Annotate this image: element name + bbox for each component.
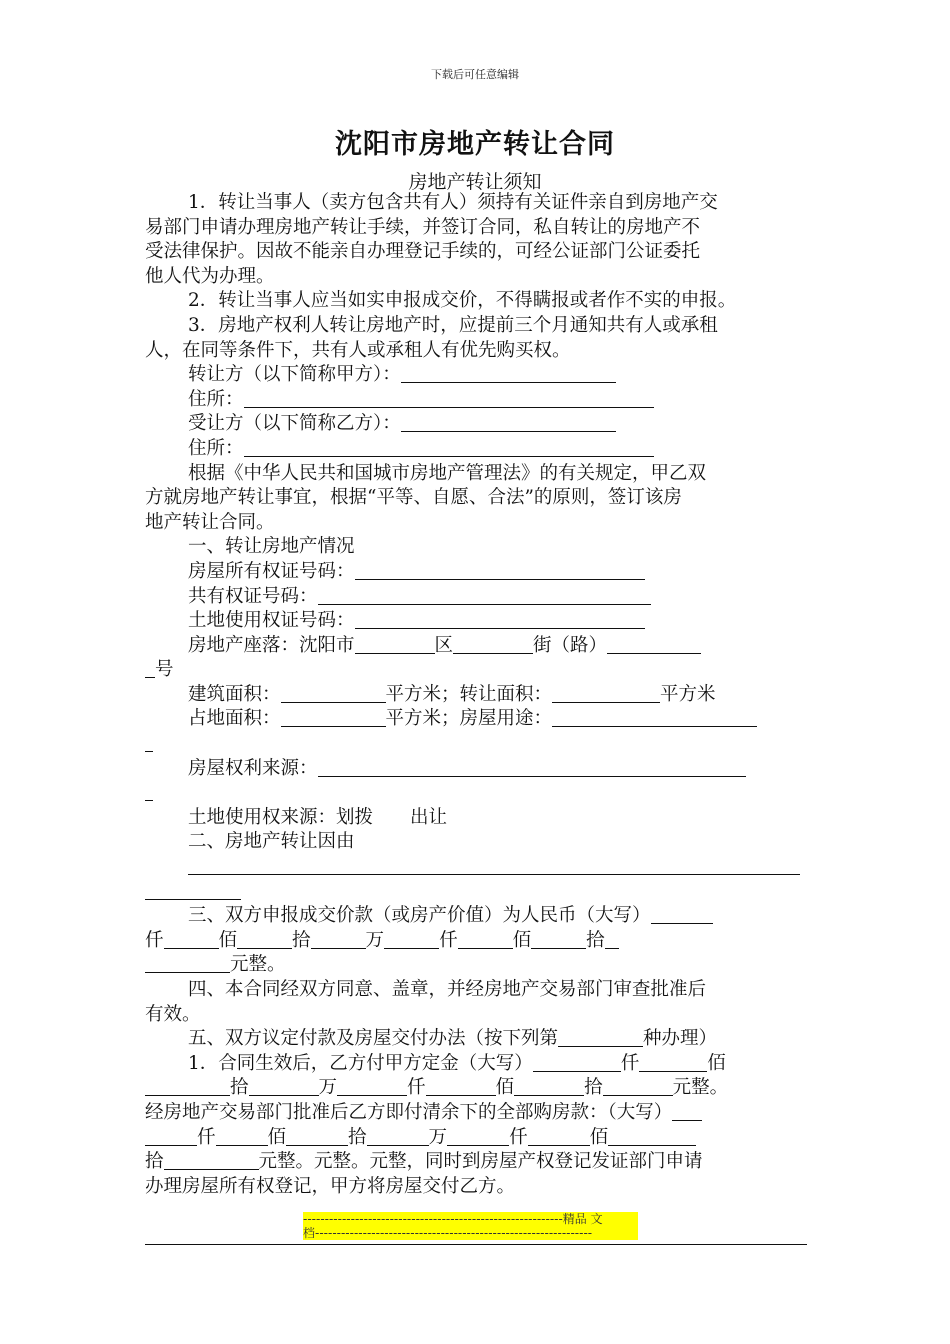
unit-qian: 仟 [145,929,164,951]
party-b-blank[interactable] [401,413,616,432]
section-1-title: 一、转让房地产情况 [188,536,355,558]
number-blank[interactable] [145,659,155,678]
yuan-end: 元整。 [672,1077,729,1099]
footer-line-1: ------------------------------------------------------------精品 文 [303,1212,603,1226]
deposit-blank-5[interactable] [337,1077,407,1096]
price-blank-9[interactable] [145,954,230,973]
price-blank-7[interactable] [531,930,586,949]
usage-label: 房屋用途： [459,708,553,730]
section-4-line-1: 四、本合同经双方同意、盖章，并经房地产交易部门审查批准后 [188,979,707,1000]
balance-blank-4[interactable] [286,1127,348,1146]
notice-1-line-1: 1．转让当事人（卖方包含共有人）须持有关证件亲自到房地产交 [188,192,718,213]
sqm-end-label: 平方米 [660,683,716,705]
party-b-row [145,412,825,437]
notice-3-line-2: 人，在同等条件下，共有人或承租人有优先购买权。 [145,339,571,361]
unit-shi: 拾 [584,1077,603,1099]
reason-blank-2[interactable] [145,881,241,900]
balance-blank-2[interactable] [145,1127,197,1146]
unit-shi: 拾 [348,1126,367,1148]
transfer-area-label: 转让面积： [459,683,553,705]
section-3-amount-row [145,929,825,954]
number-label: 号 [155,659,174,681]
party-a-row [145,363,825,388]
number-row [145,658,825,683]
unit-shi: 拾 [586,929,605,951]
basis-line-2: 方就房地产转让事宜，根据“平等、自愿、合法”的原则，签订该房 [145,487,682,509]
sqm-label: 平方米； [385,708,460,730]
joint-cert-blank[interactable] [318,586,651,605]
build-area-label: 建筑面积： [188,683,281,705]
unit-bai: 佰 [589,1126,609,1148]
doc-subtitle: 房地产转让须知 [408,171,542,193]
yuan-end: 元整。 [230,954,286,976]
balance-blank-8[interactable] [608,1127,696,1146]
price-blank-5[interactable] [384,930,439,949]
owner-cert-row [145,560,825,585]
build-area-blank[interactable] [281,684,386,703]
unit-wan: 万 [318,1077,338,1099]
party-a-address-blank[interactable] [244,389,654,408]
section-2-title: 二、房地产转让因由 [188,831,355,853]
section-3-lead: 三、双方申报成交价款（或房产价值）为人民币（大写） [188,905,651,927]
district-blank[interactable] [355,635,435,654]
unit-qian: 仟 [620,1052,640,1074]
district-label: 区 [434,634,454,656]
usage-blank[interactable] [552,708,757,727]
party-b-label: 受让方（以下简称乙方）： [188,413,401,435]
balance-label: 经房地产交易部门批准后乙方即付清余下的全部购房款：（大写） [145,1101,673,1123]
notice-2: 2．转让当事人应当如实申报成交价，不得瞒报或者作不实的申报。 [188,290,737,312]
price-blank-8[interactable] [605,930,619,949]
balance-blank-9[interactable] [164,1151,259,1170]
footer-highlight [303,1212,638,1240]
deposit-label: 1．合同生效后，乙方付甲方定金（大写） [188,1052,533,1074]
deposit-blank-2[interactable] [639,1053,707,1072]
unit-bai: 佰 [707,1052,726,1074]
land-area-row [145,707,825,732]
footer-rule [145,1244,807,1245]
land-cert-row [145,609,825,634]
contract-body [145,191,825,1199]
deposit-row [145,1052,825,1077]
price-blank-3[interactable] [237,930,292,949]
land-source-row: 土地使用权来源：划拨 出让 [188,806,448,828]
header-note: 下载后可任意编辑 [431,68,519,81]
joint-cert-row [145,585,825,610]
usage-continuation [145,732,825,757]
land-cert-label: 土地使用权证号码： [188,610,355,632]
party-a-address-row [145,388,825,413]
unit-shi: 拾 [292,929,311,951]
price-blank-4[interactable] [311,930,366,949]
unit-qian: 仟 [509,1126,528,1148]
footer-line-2: 档---------------------------------------------------------------- [303,1226,593,1240]
unit-bai: 佰 [267,1126,287,1148]
land-area-blank[interactable] [281,708,386,727]
section-5-row [145,1027,825,1052]
address-label: 住所： [188,388,244,410]
unit-qian: 仟 [197,1126,216,1148]
rights-source-blank-cont[interactable] [145,782,153,801]
section-3-end-row [145,953,825,978]
price-blank-1[interactable] [651,905,713,924]
balance-blank-7[interactable] [528,1127,590,1146]
balance-row [145,1101,825,1126]
notice-1-line-3: 受法律保护。因故不能亲自办理登记手续的，可经公证部门公证委托 [145,241,701,263]
deposit-blank-7[interactable] [514,1077,584,1096]
land-area-label: 占地面积： [188,708,281,730]
rights-source-row [145,757,825,782]
location-label: 房地产座落：沈阳市 [188,634,355,656]
balance-blank-6[interactable] [447,1127,509,1146]
land-cert-blank[interactable] [355,610,645,629]
deposit-blank-3[interactable] [145,1077,230,1096]
street-blank[interactable] [453,635,533,654]
reason-row-2 [145,880,825,905]
deposit-amount-row [145,1076,825,1101]
party-a-blank[interactable] [401,364,616,383]
section-3-row [145,904,825,929]
road-blank[interactable] [607,635,701,654]
party-b-address-row [145,437,825,462]
joint-cert-label: 共有权证号码： [188,585,318,607]
basis-line-3: 地产转让合同。 [145,511,275,533]
section-5-tail: 种办理） [643,1028,718,1050]
unit-qian: 仟 [407,1077,426,1099]
rights-source-label: 房屋权利来源： [188,757,318,779]
transfer-area-blank[interactable] [552,684,660,703]
balance-end-row [145,1150,825,1175]
balance-amount-row [145,1126,825,1151]
balance-end-text: 元整。元整。元整，同时到房屋产权登记发证部门申请 [258,1151,703,1173]
doc-title: 沈阳市房地产转让合同 [335,129,615,160]
street-label: 街（路） [533,634,608,656]
unit-wan: 万 [365,929,385,951]
unit-wan: 万 [428,1126,448,1148]
deposit-blank-8[interactable] [603,1077,673,1096]
area-row [145,683,825,708]
price-blank-6[interactable] [458,930,513,949]
unit-bai: 佰 [495,1077,515,1099]
sqm-label: 平方米； [385,683,460,705]
address-label: 住所： [188,437,244,459]
notice-1-line-4: 他人代为办理。 [145,265,275,287]
balance-blank-5[interactable] [367,1127,429,1146]
unit-shi: 拾 [145,1151,164,1173]
notice-3-line-1: 3．房地产权利人转让房地产时，应提前三个月通知共有人或承租 [188,314,718,336]
location-row [145,634,825,659]
basis-line-1: 根据《中华人民共和国城市房地产管理法》的有关规定，甲乙双 [188,462,707,484]
method-blank[interactable] [558,1028,643,1047]
usage-blank-cont[interactable] [145,733,153,752]
party-b-address-blank[interactable] [244,438,654,457]
section-5-lead: 五、双方议定付款及房屋交付办法（按下列第 [188,1028,559,1050]
notice-1-line-2: 易部门申请办理房地产转让手续，并签订合同，私自转让的房地产不 [145,216,701,238]
deposit-blank-1[interactable] [533,1053,621,1072]
balance-blank-1[interactable] [672,1102,702,1121]
price-blank-2[interactable] [164,930,219,949]
rights-source-continuation [145,781,825,806]
owner-cert-blank[interactable] [355,561,645,580]
deposit-blank-6[interactable] [426,1077,496,1096]
unit-bai: 佰 [512,929,532,951]
unit-qian: 仟 [439,929,458,951]
owner-cert-label: 房屋所有权证号码： [188,560,355,582]
registration-row: 办理房屋所有权登记，甲方将房屋交付乙方。 [145,1175,516,1197]
unit-shi: 拾 [230,1077,249,1099]
rights-source-blank[interactable] [318,758,746,777]
section-4-line-2: 有效。 [145,1003,201,1025]
deposit-blank-4[interactable] [249,1077,319,1096]
balance-blank-3[interactable] [216,1127,268,1146]
unit-bai: 佰 [218,929,238,951]
reason-row [145,855,825,880]
party-a-label: 转让方（以下简称甲方）： [188,364,401,386]
reason-blank[interactable] [188,856,800,875]
